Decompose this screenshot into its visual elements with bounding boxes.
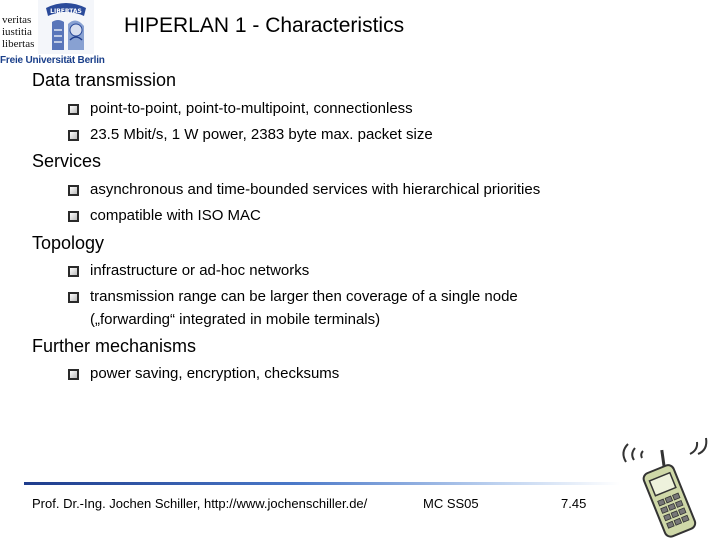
- list-item-text: asynchronous and time-bounded services with hierarchical priorities: [90, 181, 541, 198]
- footer-author: Prof. Dr.-Ing. Jochen Schiller, http://www.jochenschiller.de/: [32, 496, 368, 511]
- mobile-phone-icon: [612, 432, 718, 538]
- university-logo: [0, 0, 105, 70]
- list-item-text: 23.5 Mbit/s, 1 W power, 2383 byte max. packet size: [90, 126, 433, 143]
- list-item-text: power saving, encryption, checksums: [90, 365, 340, 382]
- square-bullet-icon: [68, 292, 79, 303]
- square-bullet-icon: [68, 130, 79, 141]
- square-bullet-icon: [68, 211, 79, 222]
- logo-motto-line: veritas: [2, 14, 32, 26]
- list-item-text: infrastructure or ad-hoc networks: [90, 262, 310, 279]
- list-item-text: point-to-point, point-to-multipoint, connectionless: [90, 100, 413, 117]
- list-item-text: compatible with ISO MAC: [90, 207, 261, 224]
- square-bullet-icon: [68, 185, 79, 196]
- logo-motto: [2, 14, 34, 50]
- logo-motto-line: iustitia: [2, 26, 32, 38]
- list-item-text: transmission range can be larger then coverage of a single node: [90, 288, 518, 305]
- institution-name: Freie Universität Berlin: [0, 55, 105, 66]
- footer-course: MC SS05: [423, 496, 479, 511]
- seal-banner-text: LIBERTAS: [50, 8, 82, 15]
- logo-motto-line: libertas: [2, 38, 35, 50]
- square-bullet-icon: [68, 104, 79, 115]
- list-item-text: („forwarding“ integrated in mobile terminals): [90, 311, 381, 328]
- square-bullet-icon: [68, 266, 79, 277]
- page-title: HIPERLAN 1 - Characteristics: [124, 14, 405, 37]
- square-bullet-icon: [68, 369, 79, 380]
- footer-divider: [24, 482, 620, 485]
- section-heading: Topology: [32, 233, 105, 253]
- section-heading: Data transmission: [32, 70, 177, 90]
- section-heading: Further mechanisms: [32, 336, 197, 356]
- footer-page-number: 7.45: [561, 496, 587, 511]
- section-heading: Services: [32, 151, 102, 171]
- university-seal-icon: [38, 0, 94, 54]
